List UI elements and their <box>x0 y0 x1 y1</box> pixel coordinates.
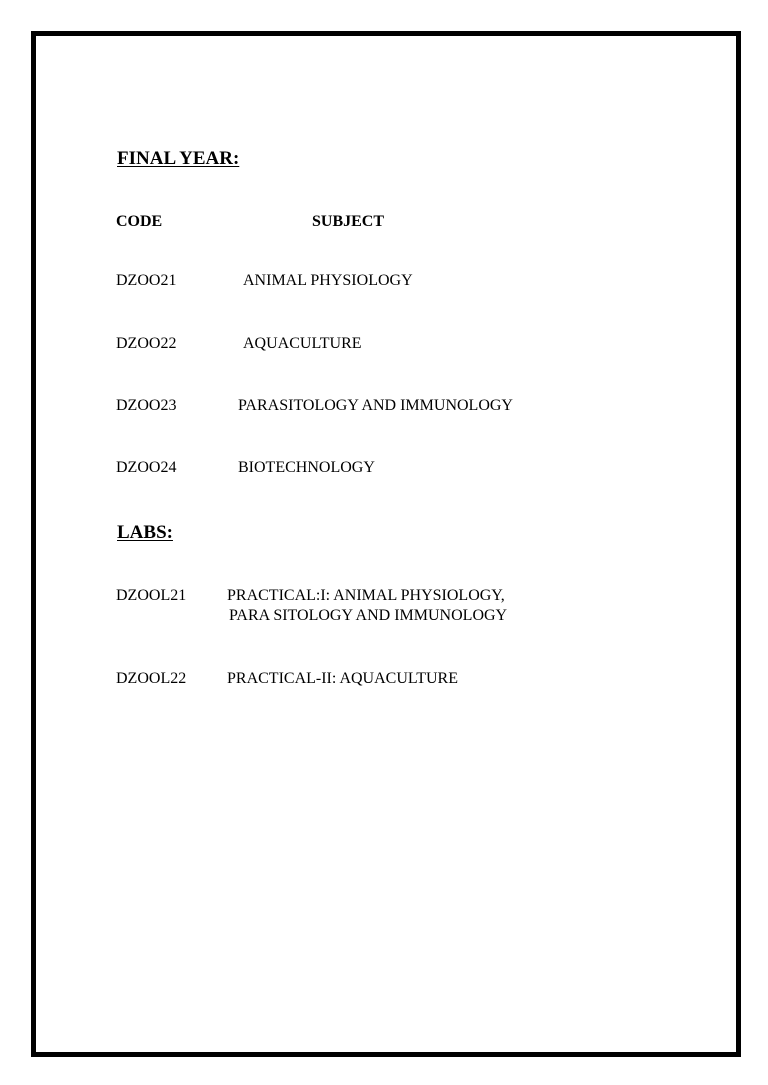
final-year-heading: FINAL YEAR: <box>117 148 240 169</box>
course-subject: PARASITOLOGY AND IMMUNOLOGY <box>238 397 513 414</box>
lab-subject: PRACTICAL-II: AQUACULTURE <box>227 670 458 687</box>
lab-code: DZOOL21 <box>116 587 187 604</box>
lab-subject: PRACTICAL:I: ANIMAL PHYSIOLOGY, <box>227 587 505 604</box>
lab-row <box>0 670 768 694</box>
course-row <box>0 459 768 483</box>
lab-code: DZOOL22 <box>116 670 187 687</box>
lab-row <box>0 587 768 631</box>
course-code: DZOO24 <box>116 459 177 476</box>
labs-heading: LABS: <box>117 522 173 543</box>
course-subject: BIOTECHNOLOGY <box>238 459 375 476</box>
course-row <box>0 397 768 421</box>
course-code: DZOO21 <box>116 272 177 289</box>
subject-column-header: SUBJECT <box>312 213 385 230</box>
course-subject: ANIMAL PHYSIOLOGY <box>243 272 413 289</box>
course-subject: AQUACULTURE <box>243 335 362 352</box>
code-column-header: CODE <box>116 213 163 230</box>
course-code: DZOO23 <box>116 397 177 414</box>
course-row <box>0 335 768 359</box>
course-code: DZOO22 <box>116 335 177 352</box>
course-row <box>0 272 768 296</box>
lab-subject-continued: PARA SITOLOGY AND IMMUNOLOGY <box>229 607 508 624</box>
